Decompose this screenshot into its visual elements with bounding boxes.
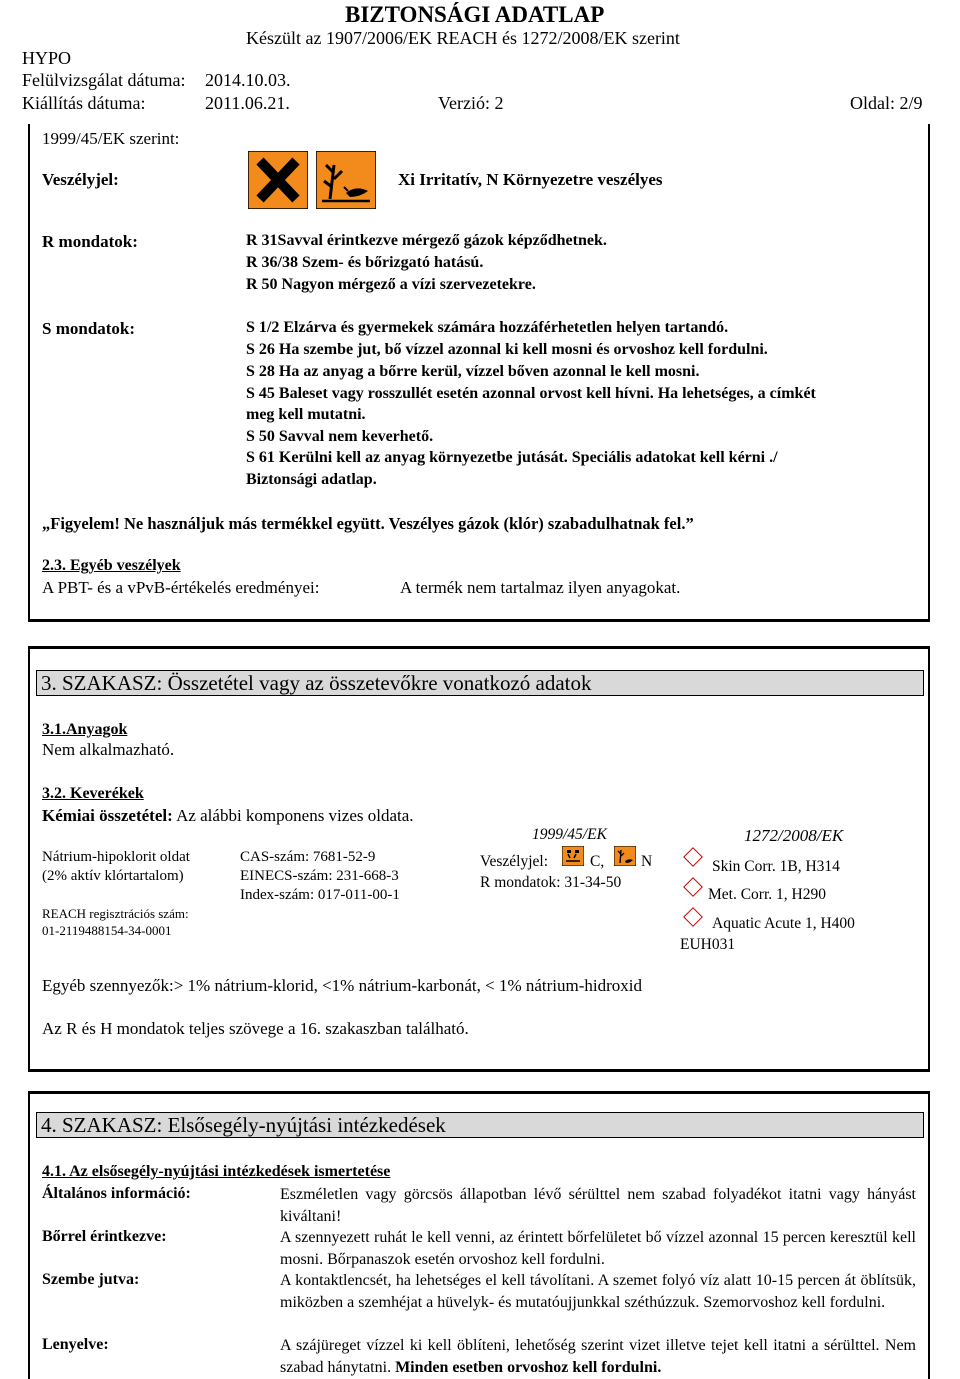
box-bottom-border [28, 619, 930, 622]
reach-label: REACH regisztrációs szám: [42, 906, 189, 921]
clp-class-1: Skin Corr. 1B, H314 [712, 858, 840, 875]
corrosive-c-icon [562, 846, 584, 866]
regulation-subtitle: Készült az 1907/2006/EK REACH és 1272/2008/EK szerint [246, 28, 680, 48]
issue-date: 2011.06.21. [205, 93, 290, 113]
hazard-label-1999: Veszélyjel: [480, 853, 549, 870]
index-number: Index-szám: 017-011-00-1 [240, 887, 400, 903]
ingestion-label: Lenyelve: [42, 1336, 109, 1353]
corrosion-ghs-icon [683, 877, 703, 897]
mixtures-title: 3.2. Keverékek [42, 785, 144, 802]
hazard-symbol-label: Veszélyjel: [42, 170, 119, 189]
box-left-border [28, 1093, 30, 1379]
other-hazards-title: 2.3. Egyéb veszélyek [42, 557, 181, 574]
s-phrase-6: S 50 Savval nem keverhető. [246, 428, 434, 445]
pbt-label: A PBT- és a vPvB-értékelés eredményei: [42, 578, 320, 597]
general-info-text: Eszméletlen vagy görcsös állapotban lévő sérülttel nem szabad folyadékot itatni vagy hányást kiváltani! [280, 1186, 916, 1225]
issue-label: Kiállítás dátuma: [22, 93, 146, 113]
ingestion-text: A szájüreget vízzel ki kell öblíteni, lehetőség szerint vizet illetve tejet kell itatni a sérülttel. Nem szabad hánytatni. [280, 1337, 916, 1376]
box-left-border [28, 124, 30, 622]
hazard-text: Xi Irritatív, N Környezetre veszélyes [398, 170, 663, 189]
corrosion-ghs-icon [683, 847, 703, 867]
page-number: Oldal: 2/9 [850, 93, 923, 113]
r-phrase-3: R 50 Nagyon mérgező a vízi szervezetekre. [246, 276, 536, 293]
box-left-border [28, 648, 30, 1072]
clp-class-2: Met. Corr. 1, H290 [708, 886, 826, 903]
environment-n-small-icon [614, 846, 636, 866]
s-phrase-7: S 61 Kerülni kell az anyag környezetbe jutását. Speciális adatokat kell kérni ./ [246, 449, 778, 466]
column-1999-header: 1999/45/EK [532, 826, 607, 843]
einecs-number: EINECS-szám: 231-668-3 [240, 868, 399, 884]
reach-number: 01-2119488154-34-0001 [42, 923, 172, 938]
r-phrases-label: R mondatok: [42, 232, 138, 251]
hazard-c: C, [590, 853, 605, 870]
first-aid-title: 4.1. Az elsősegély-nyújtási intézkedések ismertetése [42, 1163, 391, 1180]
regulation-label: 1999/45/EK szerint: [42, 129, 180, 148]
irritant-xi-icon [248, 151, 308, 209]
general-info-label: Általános információ: [42, 1185, 191, 1202]
version: Verzió: 2 [438, 93, 504, 113]
cas-number: CAS-szám: 7681-52-9 [240, 849, 376, 865]
impurities-text: Egyéb szennyezők:> 1% nátrium-klorid, <1% nátrium-karbonát, < 1% nátrium-hidroxid [42, 976, 642, 995]
hazard-n: N [641, 853, 653, 870]
warning-text: „Figyelem! Ne használjuk más termékkel együtt. Veszélyes gázok (klór) szabadulhatnak fel.” [42, 514, 694, 533]
environment-ghs-icon [683, 907, 703, 927]
revision-date: 2014.10.03. [205, 70, 291, 90]
section-3-heading: 3. SZAKASZ: Összetétel vagy az összetevőkre vonatkozó adatok [36, 670, 924, 696]
box-right-border [928, 124, 930, 622]
product-name: HYPO [22, 48, 72, 68]
skin-contact-text: A szennyezett ruhát le kell venni, az érintett bőrfelületet bő vízzel azonnal 15 percen keresztül kell mosni. Bőrpanaszok esetén orvoshoz kell fordulni. [280, 1229, 916, 1268]
eye-contact-text: A kontaktlencsét, ha lehetséges el kell távolítani. A szemet folyó víz alatt 10-15 percen át öblítsük, miközben a szemhéjat a hüvelyk- és mutatóujjunkkal széthúzzuk. Szemorvoshoz kell fordulni. [280, 1272, 916, 1311]
s-phrase-4: S 45 Baleset vagy rosszullét esetén azonnal orvost kell hívni. Ha lehetséges, a címkét [246, 385, 816, 402]
clp-class-3: Aquatic Acute 1, H400 [712, 915, 855, 932]
component-note: (2% aktív klórtartalom) [42, 868, 184, 884]
euh-statement: EUH031 [680, 936, 736, 953]
column-1272-header: 1272/2008/EK [744, 826, 844, 845]
r-phrases-1999: R mondatok: 31-34-50 [480, 874, 622, 891]
s-phrase-8: Biztonsági adatlap. [246, 471, 377, 488]
box-bottom-border [28, 1069, 930, 1072]
composition-label: Kémiai összetétel: [42, 806, 173, 825]
composition-text: Az alábbi komponens vizes oldata. [176, 806, 414, 825]
box-right-border [928, 1093, 930, 1379]
composition-line [42, 806, 414, 826]
ingestion-bold-text: Minden esetben orvoshoz kell fordulni. [395, 1358, 662, 1376]
substances-title: 3.1.Anyagok [42, 721, 128, 738]
ingestion-text-block [280, 1335, 916, 1378]
s-phrases-label: S mondatok: [42, 319, 136, 338]
full-text-note: Az R és H mondatok teljes szövege a 16. szakaszban található. [42, 1019, 469, 1038]
r-phrase-1: R 31Savval érintkezve mérgező gázok képződhetnek. [246, 232, 607, 249]
component-name: Nátrium-hipoklorit oldat [42, 849, 190, 865]
section-4-heading: 4. SZAKASZ: Elsősegély-nyújtási intézkedések [36, 1112, 924, 1138]
box-top-border [28, 646, 930, 649]
s-phrase-1: S 1/2 Elzárva és gyermekek számára hozzáférhetetlen helyen tartandó. [246, 319, 729, 336]
eye-contact-label: Szembe jutva: [42, 1271, 140, 1288]
substances-text: Nem alkalmazható. [42, 740, 175, 759]
revision-label: Felülvizsgálat dátuma: [22, 70, 186, 90]
s-phrase-2: S 26 Ha szembe jut, bő vízzel azonnal ki kell mosni és orvoshoz kell fordulni. [246, 341, 768, 358]
r-phrase-2: R 36/38 Szem- és bőrizgató hatású. [246, 254, 484, 271]
box-top-border [28, 1091, 930, 1094]
skin-contact-label: Bőrrel érintkezve: [42, 1228, 167, 1245]
s-phrase-5: meg kell mutatni. [246, 406, 366, 423]
box-right-border [928, 648, 930, 1072]
document-title: BIZTONSÁGI ADATLAP [345, 2, 605, 27]
pbt-value: A termék nem tartalmaz ilyen anyagokat. [400, 578, 681, 597]
environment-n-icon [316, 151, 376, 209]
s-phrase-3: S 28 Ha az anyag a bőrre kerül, vízzel bőven azonnal le kell mosni. [246, 363, 700, 380]
